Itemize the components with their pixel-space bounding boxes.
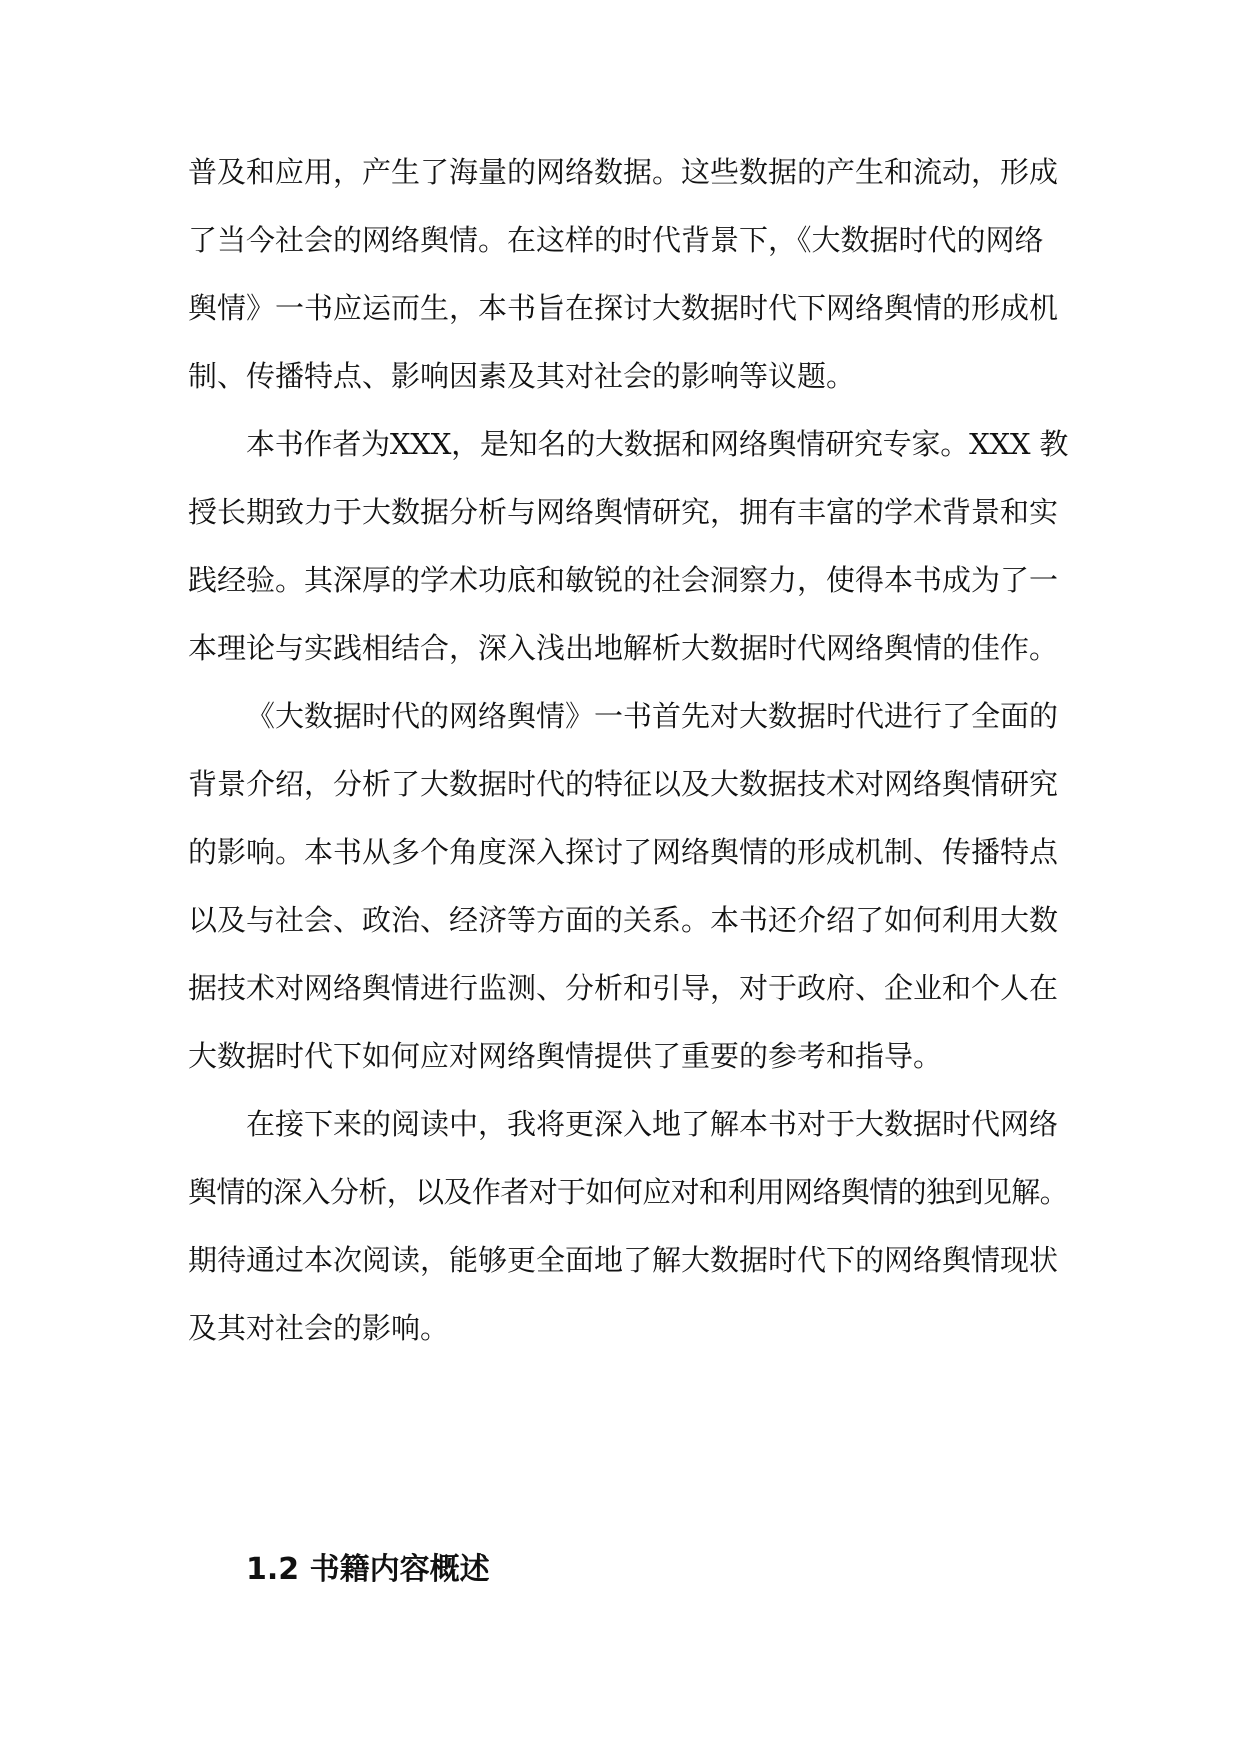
section-heading: 1.2 书籍内容概述 xyxy=(246,1552,490,1587)
text-line: 舆情的深入分析，以及作者对于如何应对和利用网络舆情的独到见解。 xyxy=(188,1175,1069,1209)
text-line: 在接下来的阅读中，我将更深入地了解本书对于大数据时代网络 xyxy=(246,1107,1059,1141)
text-line: 普及和应用，产生了海量的网络数据。这些数据的产生和流动，形成 xyxy=(188,155,1059,189)
text-line: 《大数据时代的网络舆情》一书首先对大数据时代进行了全面的 xyxy=(246,699,1059,733)
text-line: 及其对社会的影响。 xyxy=(188,1311,450,1345)
text-line: 期待通过本次阅读，能够更全面地了解大数据时代下的网络舆情现状 xyxy=(188,1243,1059,1277)
text-line: 大数据时代下如何应对网络舆情提供了重要的参考和指导。 xyxy=(188,1039,943,1073)
text-line: 背景介绍，分析了大数据时代的特征以及大数据技术对网络舆情研究 xyxy=(188,767,1059,801)
text-line: 以及与社会、政治、经济等方面的关系。本书还介绍了如何利用大数 xyxy=(188,903,1059,937)
text-line: 了当今社会的网络舆情。在这样的时代背景下，《大数据时代的网络 xyxy=(188,223,1044,257)
text-line: 舆情》一书应运而生，本书旨在探讨大数据时代下网络舆情的形成机 xyxy=(188,291,1059,325)
text-line: 的影响。本书从多个角度深入探讨了网络舆情的形成机制、传播特点 xyxy=(188,835,1059,869)
text-line: 制、传播特点、影响因素及其对社会的影响等议题。 xyxy=(188,359,856,393)
text-line: 授长期致力于大数据分析与网络舆情研究，拥有丰富的学术背景和实 xyxy=(188,495,1059,529)
text-line: 本理论与实践相结合，深入浅出地解析大数据时代网络舆情的佳作。 xyxy=(188,631,1059,665)
text-line: 本书作者为XXX，是知名的大数据和网络舆情研究专家。XXX 教 xyxy=(246,427,1069,461)
text-line: 践经验。其深厚的学术功底和敏锐的社会洞察力，使得本书成为了一 xyxy=(188,563,1059,597)
text-line: 据技术对网络舆情进行监测、分析和引导，对于政府、企业和个人在 xyxy=(188,971,1059,1005)
